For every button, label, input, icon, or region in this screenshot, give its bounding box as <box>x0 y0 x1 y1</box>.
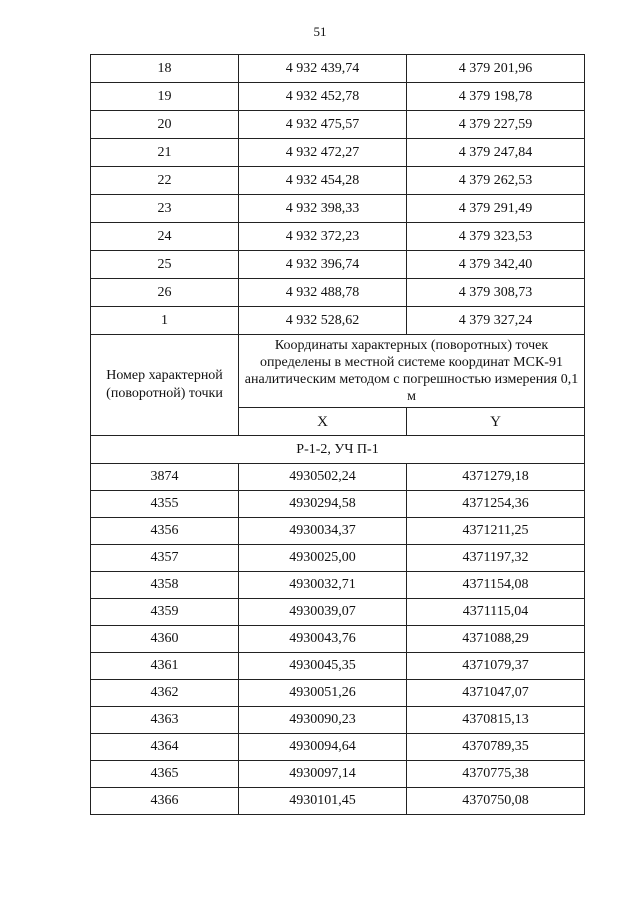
point-number-cell: 4365 <box>91 761 239 788</box>
x-coordinate-cell: 4930094,64 <box>239 734 407 761</box>
y-coordinate-cell: 4 379 227,59 <box>407 111 585 139</box>
table-row <box>91 55 585 83</box>
point-number-cell: 4364 <box>91 734 239 761</box>
x-coordinate-cell: 4930045,35 <box>239 653 407 680</box>
x-coordinate-cell: 4 932 454,28 <box>239 167 407 195</box>
coordinates-header: Координаты характерных (поворотных) точек определены в местной системе координат МСК-91 аналитическим методом с погрешностью измерения 0,1 м <box>239 335 585 408</box>
table-row <box>91 761 585 788</box>
table-row <box>91 251 585 279</box>
point-number-cell: 21 <box>91 139 239 167</box>
table-row <box>91 195 585 223</box>
table-row <box>91 572 585 599</box>
y-coordinate-cell: 4370775,38 <box>407 761 585 788</box>
point-number-cell: 20 <box>91 111 239 139</box>
y-coordinate-cell: 4 379 291,49 <box>407 195 585 223</box>
x-coordinate-cell: 4930101,45 <box>239 788 407 815</box>
y-coordinate-cell: 4371154,08 <box>407 572 585 599</box>
x-coordinate-cell: 4 932 439,74 <box>239 55 407 83</box>
x-coordinate-cell: 4930025,00 <box>239 545 407 572</box>
point-number-cell: 1 <box>91 307 239 335</box>
point-number-cell: 19 <box>91 83 239 111</box>
coordinates-table-bottom-body <box>91 464 585 815</box>
table-row <box>91 680 585 707</box>
x-coordinate-cell: 4930032,71 <box>239 572 407 599</box>
table-row <box>91 139 585 167</box>
y-coordinate-cell: 4 379 308,73 <box>407 279 585 307</box>
point-number-cell: 4363 <box>91 707 239 734</box>
y-coordinate-cell: 4371254,36 <box>407 491 585 518</box>
point-number-cell: 4366 <box>91 788 239 815</box>
x-coordinate-cell: 4 932 452,78 <box>239 83 407 111</box>
table-row <box>91 734 585 761</box>
x-column-header: X <box>239 408 407 436</box>
point-number-cell: 4359 <box>91 599 239 626</box>
x-coordinate-cell: 4 932 528,62 <box>239 307 407 335</box>
table-row <box>91 518 585 545</box>
y-coordinate-cell: 4371088,29 <box>407 626 585 653</box>
x-coordinate-cell: 4 932 472,27 <box>239 139 407 167</box>
table-row <box>91 464 585 491</box>
table-row <box>91 223 585 251</box>
y-coordinate-cell: 4370750,08 <box>407 788 585 815</box>
y-column-header: Y <box>407 408 585 436</box>
y-coordinate-cell: 4371079,37 <box>407 653 585 680</box>
y-coordinate-cell: 4 379 327,24 <box>407 307 585 335</box>
y-coordinate-cell: 4 379 201,96 <box>407 55 585 83</box>
x-coordinate-cell: 4 932 398,33 <box>239 195 407 223</box>
point-number-cell: 26 <box>91 279 239 307</box>
point-number-cell: 4362 <box>91 680 239 707</box>
y-coordinate-cell: 4 379 262,53 <box>407 167 585 195</box>
y-coordinate-cell: 4370789,35 <box>407 734 585 761</box>
coordinates-table-top-body <box>91 55 585 335</box>
table-row <box>91 788 585 815</box>
x-coordinate-cell: 4 932 475,57 <box>239 111 407 139</box>
table-row <box>91 307 585 335</box>
x-coordinate-cell: 4930090,23 <box>239 707 407 734</box>
y-coordinate-cell: 4 379 247,84 <box>407 139 585 167</box>
x-coordinate-cell: 4930097,14 <box>239 761 407 788</box>
point-number-cell: 4360 <box>91 626 239 653</box>
point-number-cell: 4356 <box>91 518 239 545</box>
table-row <box>91 83 585 111</box>
point-number-cell: 4358 <box>91 572 239 599</box>
point-number-cell: 22 <box>91 167 239 195</box>
table-row <box>91 545 585 572</box>
point-number-cell: 4355 <box>91 491 239 518</box>
table-row <box>91 111 585 139</box>
x-coordinate-cell: 4 932 396,74 <box>239 251 407 279</box>
point-number-cell: 18 <box>91 55 239 83</box>
x-coordinate-cell: 4930051,26 <box>239 680 407 707</box>
x-coordinate-cell: 4930039,07 <box>239 599 407 626</box>
point-number-header: Номер характерной (поворотной) точки <box>91 335 239 436</box>
point-number-cell: 4361 <box>91 653 239 680</box>
table-row <box>91 707 585 734</box>
table-row <box>91 626 585 653</box>
point-number-cell: 23 <box>91 195 239 223</box>
table-row <box>91 167 585 195</box>
x-coordinate-cell: 4930294,58 <box>239 491 407 518</box>
table-row <box>91 279 585 307</box>
x-coordinate-cell: 4930034,37 <box>239 518 407 545</box>
x-coordinate-cell: 4930502,24 <box>239 464 407 491</box>
section-title: Р-1-2, УЧ П-1 <box>91 436 585 464</box>
y-coordinate-cell: 4 379 198,78 <box>407 83 585 111</box>
y-coordinate-cell: 4371211,25 <box>407 518 585 545</box>
x-coordinate-cell: 4 932 372,23 <box>239 223 407 251</box>
coordinates-table-header <box>91 335 585 464</box>
y-coordinate-cell: 4371197,32 <box>407 545 585 572</box>
table-row <box>91 491 585 518</box>
table-row <box>91 599 585 626</box>
y-coordinate-cell: 4 379 342,40 <box>407 251 585 279</box>
x-coordinate-cell: 4 932 488,78 <box>239 279 407 307</box>
page-number: 51 <box>313 24 327 39</box>
point-number-cell: 3874 <box>91 464 239 491</box>
table-row <box>91 653 585 680</box>
x-coordinate-cell: 4930043,76 <box>239 626 407 653</box>
point-number-cell: 4357 <box>91 545 239 572</box>
coordinates-table <box>90 54 585 815</box>
y-coordinate-cell: 4371115,04 <box>407 599 585 626</box>
point-number-cell: 24 <box>91 223 239 251</box>
y-coordinate-cell: 4 379 323,53 <box>407 223 585 251</box>
y-coordinate-cell: 4371279,18 <box>407 464 585 491</box>
y-coordinate-cell: 4370815,13 <box>407 707 585 734</box>
y-coordinate-cell: 4371047,07 <box>407 680 585 707</box>
point-number-cell: 25 <box>91 251 239 279</box>
